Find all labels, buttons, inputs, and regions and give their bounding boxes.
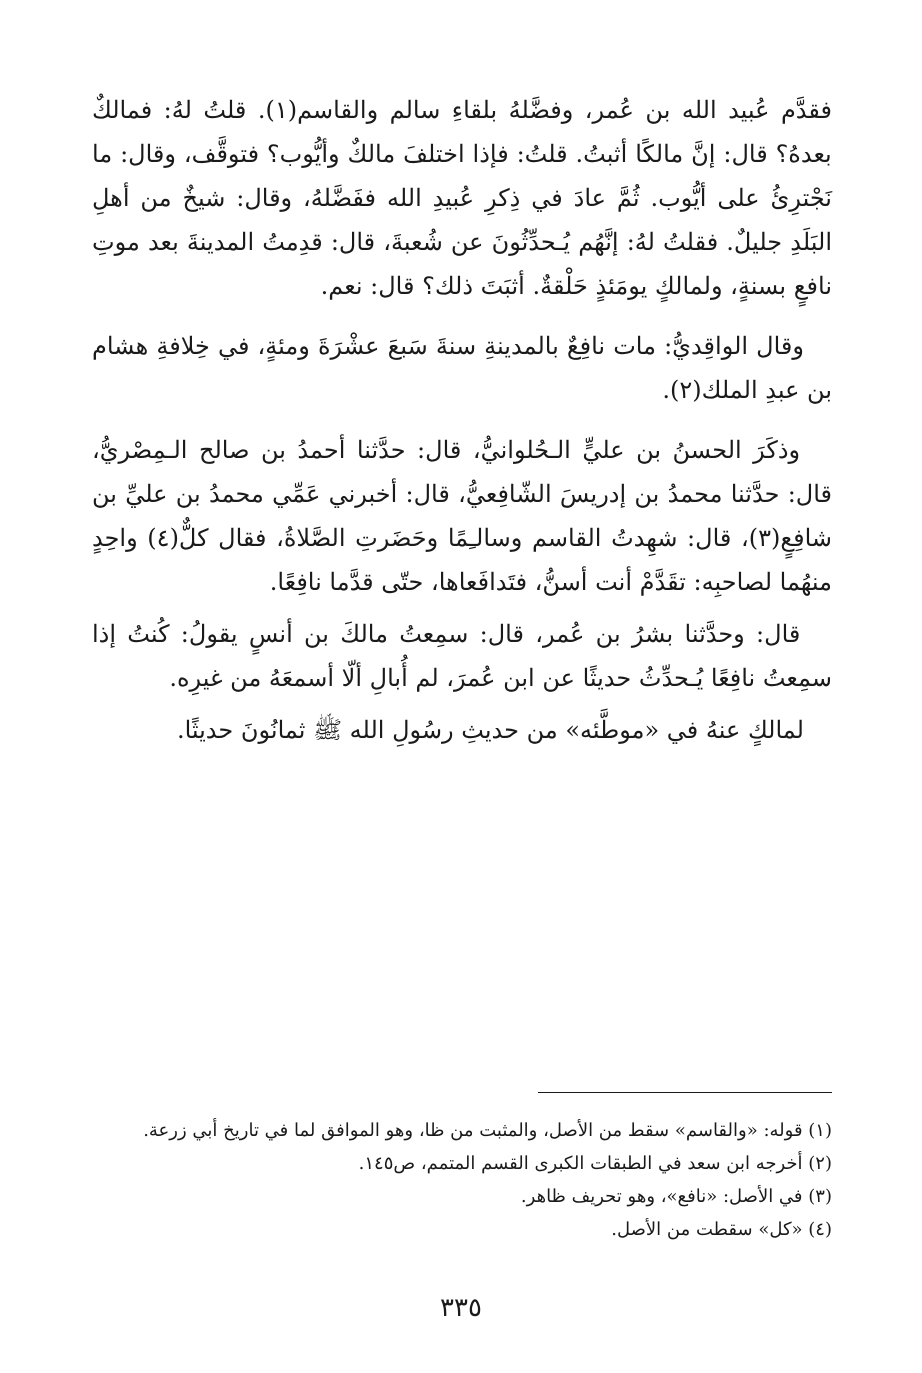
footnote-4: (٤) «كل» سقطت من الأصل. xyxy=(611,1219,832,1240)
paragraph-3 xyxy=(92,428,832,604)
paragraph-2 xyxy=(92,324,832,412)
text-line: قال: شهِدتُ القاسم وسالـِمًا وحَضَرتِ الصَّلاةُ، فقال كلٌّ(٤) واحِدٍ منهُما لصاحبِه: xyxy=(92,524,832,596)
text-line: عبدِ الملك(٢). xyxy=(662,376,800,404)
text-line: قال: وحدَّثنا بشرُ بن عُمر، قال: سمِعتُ مالكَ بن أنسٍ يقولُ: كُنتُ إذا xyxy=(92,620,801,648)
paragraph-4 xyxy=(92,612,832,700)
footnote-3: (٣) في الأصل: «نافع»، وهو تحريف ظاهر. xyxy=(520,1186,832,1207)
footnote-divider xyxy=(538,1092,832,1093)
text-line: بسنةٍ، ولمالكٍ يومَئذٍ حَلْقةٌ. أثبَتَ ذلك؟ قال: نعم. xyxy=(320,272,787,300)
page-number: ٣٣٥ xyxy=(440,1293,482,1323)
paragraph-5 xyxy=(92,708,832,752)
text-line: فقدَّم عُبيد الله بن عُمر، وفضَّلهُ بلقاءِ سالم والقاسم(١). قلتُ لهُ: فمالكٌ بعدهُ؟ xyxy=(92,96,833,168)
text-line: جليلٌ. فقلتُ لهُ: إنَّهُم يُـحدِّثُونَ عن شُعبةَ، قال: قدِمتُ المدينةَ بعد موتِ نافعٍ xyxy=(92,228,832,300)
main-text-block xyxy=(92,88,832,760)
text-line: وقال الواقِديُّ: مات نافِعٌ بالمدينةِ سنةَ سَبعَ عشْرَةَ ومئةٍ، في خِلافةِ هشام بن xyxy=(92,332,832,404)
paragraph-1 xyxy=(92,88,832,308)
text-line: لمالكٍ عنهُ في «موطَّئه» من حديثِ رسُولِ الله ﷺ ثمانُونَ حديثًا. xyxy=(176,716,804,744)
text-line: قال: حدَّثنا محمدُ بن إدريسَ الشّافِعيُّ، قال: أخبرني عَمِّي محمدُ بن عليِّ بن شافِعٍ(٣)، xyxy=(92,480,833,552)
footnotes xyxy=(92,1114,832,1246)
text-line: نَجْترِئُ على أيُّوب. ثُمَّ عادَ في ذِكرِ عُبيدِ الله ففَضَّلهُ، وقال: شيخٌ من أهلِ البَلَدِ xyxy=(92,184,832,256)
text-line: سمِعتُ نافِعًا يُـحدِّثُ حديثًا عن ابن عُمرَ، لم أُبالِ ألّا أسمعَهُ من غيرِه. xyxy=(169,664,832,692)
footnote-1: (١) قوله: «والقاسم» سقط من الأصل، والمثبت من ظا، وهو الموافق لما في تاريخ أبي زرعة. xyxy=(143,1120,832,1141)
text-line: قال: إنَّ مالكًا أثبتُ. قلتُ: فإذا اختلفَ مالكٌ وأيُّوب؟ فتوقَّف، وقال: ما xyxy=(92,140,768,168)
text-line: تقَدَّمْ أنت أسنُّ، فتَدافَعاها، حتّى قدَّما نافِعًا. xyxy=(269,568,686,596)
text-line: وذكَرَ الحسنُ بن عليٍّ الـحُلوانيُّ، قال: حدَّثنا أحمدُ بن صالح الـمِصْريُّ، xyxy=(92,436,801,464)
footnote-2: (٢) أخرجه ابن سعد في الطبقات الكبرى القسم المتمم، ص١٤٥. xyxy=(358,1153,832,1174)
